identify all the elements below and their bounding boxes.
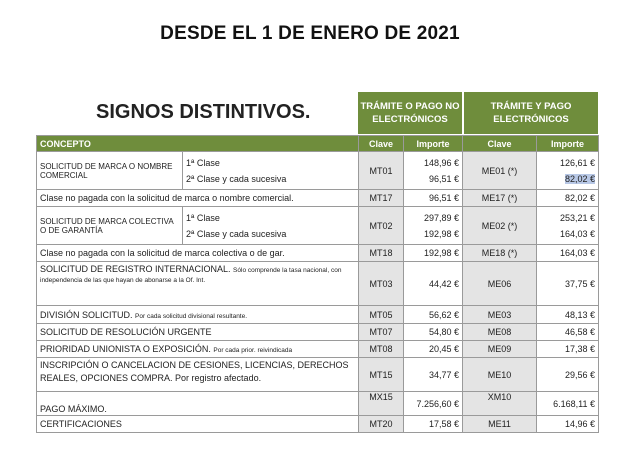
- concept-cell: SOLICITUD DE RESOLUCIÓN URGENTE: [37, 324, 359, 341]
- concept-title: DIVISIÓN SOLICITUD.: [40, 309, 133, 320]
- importe-first-class: 126,61 €: [559, 157, 595, 168]
- clave-electronic: ME18 (*): [463, 245, 537, 262]
- clave-non-electronic: MT02: [359, 207, 404, 245]
- importe-non-electronic: 192,98 €: [404, 245, 463, 262]
- column-header-importe-non-electronic: Importe: [404, 136, 463, 152]
- table-row: [37, 262, 599, 306]
- importe-electronic: 37,75 €: [537, 262, 599, 306]
- clave-electronic: ME17 (*): [463, 190, 537, 207]
- table-row: [37, 341, 599, 358]
- concept-cell: Clase no pagada con la solicitud de marca o nombre comercial.: [37, 190, 359, 207]
- clave-non-electronic: MT07: [359, 324, 404, 341]
- clave-non-electronic: MT08: [359, 341, 404, 358]
- clave-non-electronic: MT15: [359, 358, 404, 392]
- importe-additional-class-highlighted: 82,02 €: [564, 173, 595, 184]
- importe-non-electronic: 17,58 €: [404, 416, 463, 433]
- page-title: DESDE EL 1 DE ENERO DE 2021: [160, 23, 460, 44]
- table-row: [37, 306, 599, 324]
- importe-non-electronic: 56,62 €: [404, 306, 463, 324]
- importe-non-electronic: [404, 152, 463, 190]
- importe-non-electronic: 96,51 €: [404, 190, 463, 207]
- importe-non-electronic: 7.256,60 €: [404, 392, 463, 416]
- clave-non-electronic: MX15: [359, 392, 404, 416]
- sub-concept-first-class: 1ª Clase: [186, 157, 220, 168]
- clave-electronic: ME10: [463, 358, 537, 392]
- clave-electronic: ME02 (*): [463, 207, 537, 245]
- concept-text: [40, 264, 355, 284]
- clave-electronic: ME03: [463, 306, 537, 324]
- concept-cell: PAGO MÁXIMO.: [37, 392, 359, 416]
- importe-additional-class: 164,03 €: [559, 228, 595, 239]
- importe-electronic: 17,38 €: [537, 341, 599, 358]
- importe-non-electronic: 54,80 €: [404, 324, 463, 341]
- importe-electronic: 14,96 €: [537, 416, 599, 433]
- clave-electronic: ME11: [463, 416, 537, 433]
- concept-cell: SOLICITUD DE MARCA COLECTIVA O DE GARANTÍA: [37, 207, 183, 245]
- clave-non-electronic: MT05: [359, 306, 404, 324]
- clave-electronic: ME08: [463, 324, 537, 341]
- importe-electronic: 29,56 €: [537, 358, 599, 392]
- clave-electronic: ME01 (*): [463, 152, 537, 190]
- concept-note: Sólo comprende la tasa nacional, con independencia de las que hayan de abonarse a la Of. Int.: [40, 267, 342, 284]
- sub-concept-cell: [183, 207, 359, 245]
- sub-concept-first-class: 1ª Clase: [186, 212, 220, 223]
- clave-non-electronic: MT17: [359, 190, 404, 207]
- concept-note: Por cada solicitud divisional resultante.: [135, 312, 248, 320]
- clave-non-electronic: MT18: [359, 245, 404, 262]
- table-row: [37, 392, 599, 416]
- importe-non-electronic: 20,45 €: [404, 341, 463, 358]
- header-electronic: TRÁMITE Y PAGO ELECTRÓNICOS: [464, 92, 598, 134]
- importe-electronic: [537, 152, 599, 190]
- importe-electronic: 82,02 €: [537, 190, 599, 207]
- sub-concept-additional-class: 2ª Clase y cada sucesiva: [186, 173, 287, 184]
- importe-electronic: 46,58 €: [537, 324, 599, 341]
- concept-note: Por cada prior. reivindicada: [213, 347, 293, 354]
- importe-electronic: 48,13 €: [537, 306, 599, 324]
- clave-electronic: XM10: [463, 392, 537, 416]
- table-row: [37, 245, 599, 262]
- clave-electronic: ME06: [463, 262, 537, 306]
- importe-additional-class: 96,51 €: [428, 173, 459, 184]
- concept-cell: INSCRIPCIÓN O CANCELACION DE CESIONES, LICENCIAS, DERECHOS REALES, OPCIONES COMPRA. Por registro afectado.: [37, 358, 359, 392]
- importe-non-electronic: [404, 207, 463, 245]
- importe-first-class: 297,89 €: [423, 212, 459, 223]
- concept-cell: [37, 262, 359, 306]
- sub-concept-additional-class: 2ª Clase y cada sucesiva: [186, 228, 287, 239]
- header-non-electronic: TRÁMITE O PAGO NO ELECTRÓNICOS: [358, 92, 462, 134]
- importe-first-class: 253,21 €: [559, 212, 595, 223]
- table-row: [37, 358, 599, 392]
- clave-electronic: ME09: [463, 341, 537, 358]
- concept-cell: SOLICITUD DE MARCA O NOMBRE COMERCIAL: [37, 152, 183, 190]
- table-row: [37, 152, 599, 190]
- section-title: SIGNOS DISTINTIVOS.: [96, 101, 311, 123]
- table-header-row: [37, 136, 599, 152]
- concept-cell: Clase no pagada con la solicitud de marca colectiva o de gar.: [37, 245, 359, 262]
- column-header-concepto: CONCEPTO: [37, 136, 359, 152]
- table-row: [37, 324, 599, 341]
- concept-title: PRIORIDAD UNIONISTA O EXPOSICIÓN.: [40, 344, 211, 354]
- fees-table: [36, 135, 599, 433]
- table-row: [37, 416, 599, 433]
- clave-non-electronic: MT01: [359, 152, 404, 190]
- importe-non-electronic: 34,77 €: [404, 358, 463, 392]
- importe-additional-class: 192,98 €: [423, 228, 459, 239]
- table-row: [37, 190, 599, 207]
- sub-concept-cell: [183, 152, 359, 190]
- importe-first-class: 148,96 €: [423, 157, 459, 168]
- concept-cell: CERTIFICACIONES: [37, 416, 359, 433]
- clave-non-electronic: MT03: [359, 262, 404, 306]
- importe-electronic: 6.168,11 €: [537, 392, 599, 416]
- importe-non-electronic: 44,42 €: [404, 262, 463, 306]
- clave-non-electronic: MT20: [359, 416, 404, 433]
- column-header-clave-non-electronic: Clave: [359, 136, 404, 152]
- column-header-importe-electronic: Importe: [537, 136, 599, 152]
- concept-cell: [37, 306, 359, 324]
- concept-title: SOLICITUD DE REGISTRO INTERNACIONAL.: [40, 264, 231, 274]
- column-header-clave-electronic: Clave: [463, 136, 537, 152]
- importe-electronic: [537, 207, 599, 245]
- importe-electronic: 164,03 €: [537, 245, 599, 262]
- concept-cell: [37, 341, 359, 358]
- table-row: [37, 207, 599, 245]
